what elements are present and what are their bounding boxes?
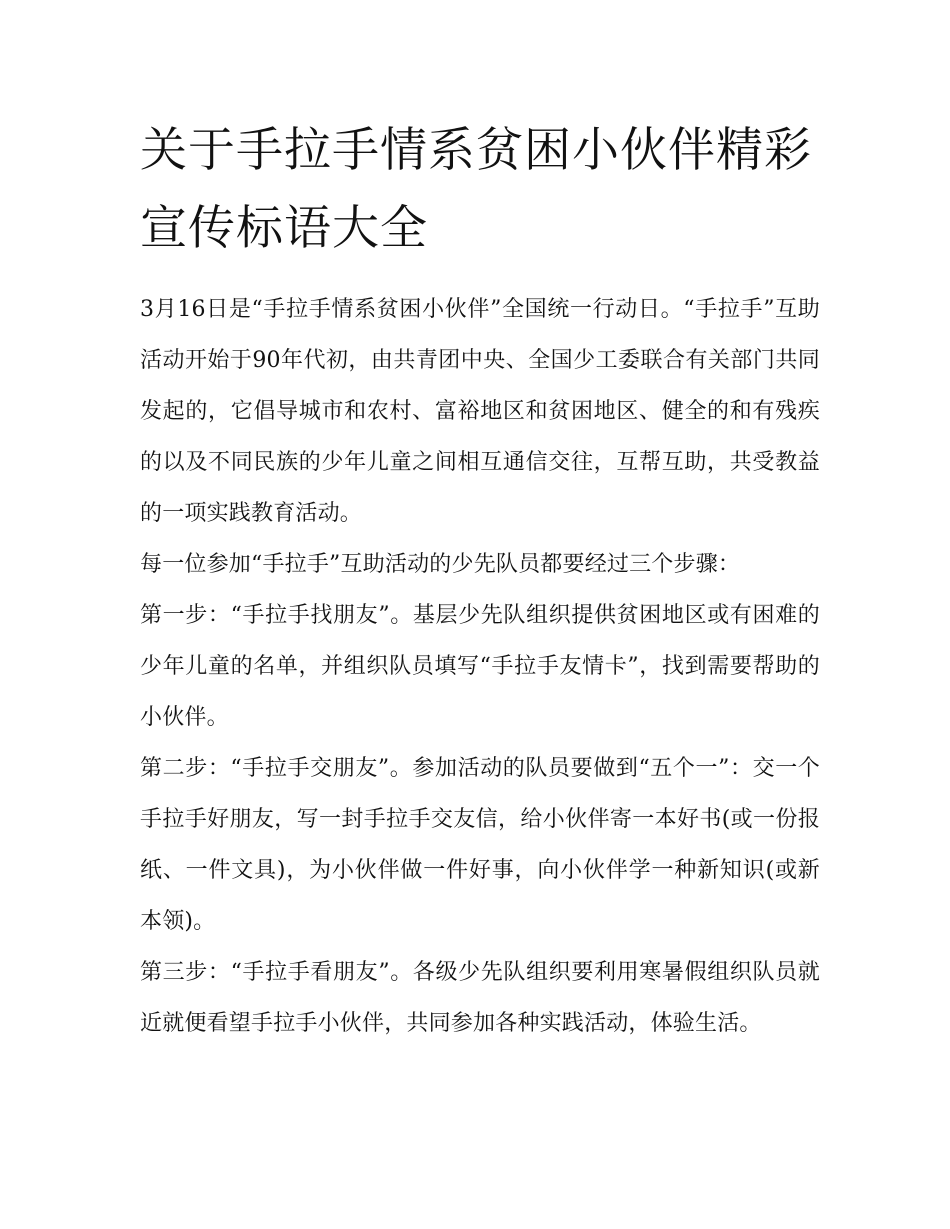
paragraph-step-one: 第一步：“手拉手找朋友”。基层少先队组织提供贫困地区或有困难的少年儿童的名单，并组织队员填写“手拉手友情卡”，找到需要帮助的小伙伴。 xyxy=(140,603,820,730)
paragraph-steps-intro: 每一位参加“手拉手”互助活动的少先队员都要经过三个步骤： xyxy=(140,552,741,577)
paragraph-intro: 3月16日是“手拉手情系贫困小伙伴”全国统一行动日。“手拉手”互助活动开始于90年代初，由共青团中央、全国少工委联合有关部门共同发起的，它倡导城市和农村、富裕地区和贫困地区、健全的和有残疾的以及不同民族的少年儿童之间相互通信交往，互帮互助，共受教益的一项实践教育活动。 xyxy=(140,297,820,526)
paragraph-step-two: 第二步：“手拉手交朋友”。参加活动的队员要做到“五个一”：交一个手拉手好朋友，写一封手拉手交友信，给小伙伴寄一本好书(或一份报纸、一件文具)，为小伙伴做一件好事，向小伙伴学一种新知识(或新本领)。 xyxy=(140,756,820,934)
document-page xyxy=(140,112,820,1049)
document-body xyxy=(140,284,820,1049)
paragraph-step-three: 第三步：“手拉手看朋友”。各级少先队组织要利用寒暑假组织队员就近就便看望手拉手小伙伴，共同参加各种实践活动，体验生活。 xyxy=(140,960,820,1036)
document-title: 关于手拉手情系贫困小伙伴精彩宣传标语大全 xyxy=(140,123,812,256)
